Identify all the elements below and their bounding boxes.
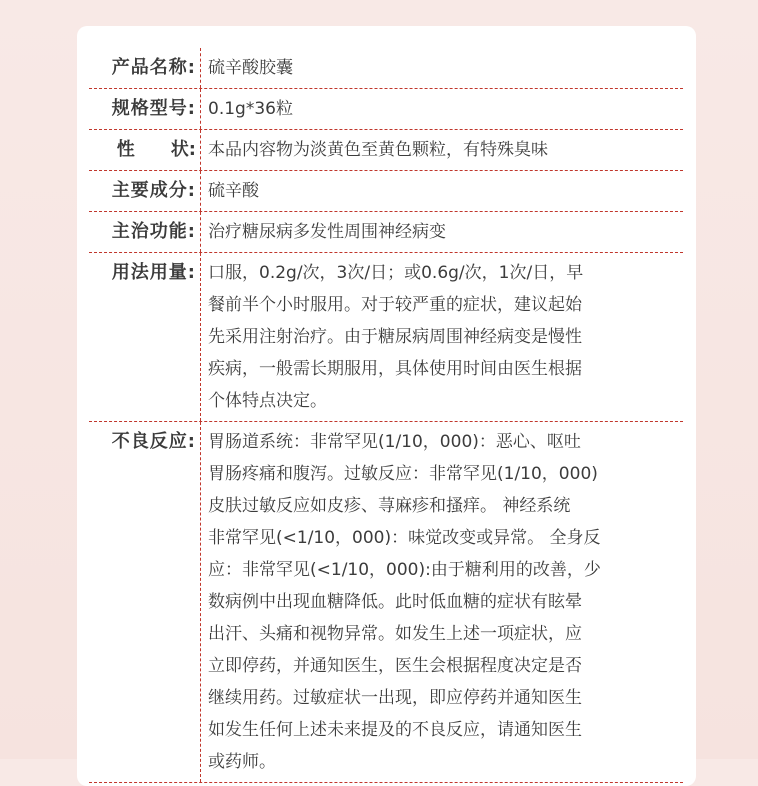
adverse-line: 或药师。 bbox=[208, 752, 276, 772]
spec-value: 0.1g*36粒 bbox=[208, 99, 293, 119]
adverse-line: 胃肠疼痛和腹泻。过敏反应：非常罕见(1/10，000) bbox=[208, 464, 598, 484]
adverse-label: 不良反应: bbox=[89, 422, 201, 782]
usage-line: 口服，0.2g/次，3次/日；或0.6g/次，1次/日，早 bbox=[208, 263, 584, 283]
row-usage bbox=[89, 253, 683, 422]
product-info-card bbox=[77, 26, 696, 786]
spec-label: 规格型号: bbox=[89, 89, 201, 129]
row-component bbox=[89, 171, 683, 212]
row-product-name bbox=[89, 48, 683, 89]
usage-line: 先采用注射治疗。由于糖尿病周围神经病变是慢性 bbox=[208, 327, 582, 347]
adverse-line: 出汗、头痛和视物异常。如发生上述一项症状，应 bbox=[208, 624, 582, 644]
adverse-value bbox=[201, 422, 683, 782]
row-function bbox=[89, 212, 683, 253]
component-label: 主要成分: bbox=[89, 171, 201, 211]
adverse-line: 数病例中出现血糖降低。此时低血糖的症状有眩晕 bbox=[208, 592, 582, 612]
function-value: 治疗糖尿病多发性周围神经病变 bbox=[208, 222, 446, 242]
adverse-line: 立即停药，并通知医生，医生会根据程度决定是否 bbox=[208, 656, 582, 676]
row-property bbox=[89, 130, 683, 171]
adverse-line: 应：非常罕见(<1/10，000):由于糖利用的改善，少 bbox=[208, 560, 601, 580]
adverse-line: 胃肠道系统：非常罕见(1/10，000)：恶心、呕吐 bbox=[208, 432, 581, 452]
row-adverse bbox=[89, 422, 683, 783]
product-info-table bbox=[89, 48, 683, 783]
function-label: 主治功能: bbox=[89, 212, 201, 252]
usage-line: 餐前半个小时服用。对于较严重的症状，建议起始 bbox=[208, 295, 582, 315]
adverse-line: 如发生任何上述未来提及的不良反应，请通知医生 bbox=[208, 720, 582, 740]
property-label: 性 状: bbox=[89, 130, 201, 170]
component-value: 硫辛酸 bbox=[208, 181, 259, 201]
adverse-line: 非常罕见(<1/10，000)：味觉改变或异常。 全身反 bbox=[208, 528, 601, 548]
usage-line: 疾病，一般需长期服用，具体使用时间由医生根据 bbox=[208, 359, 582, 379]
row-spec bbox=[89, 89, 683, 130]
adverse-line: 皮肤过敏反应如皮疹、荨麻疹和搔痒。 神经系统 bbox=[208, 496, 571, 516]
product-name-label: 产品名称: bbox=[89, 48, 201, 88]
usage-value bbox=[201, 253, 683, 421]
product-name-value: 硫辛酸胶囊 bbox=[208, 58, 293, 78]
adverse-line: 继续用药。过敏症状一出现，即应停药并通知医生 bbox=[208, 688, 582, 708]
property-value: 本品内容物为淡黄色至黄色颗粒，有特殊臭味 bbox=[208, 140, 548, 160]
usage-label: 用法用量: bbox=[89, 253, 201, 421]
usage-line: 个体特点决定。 bbox=[208, 391, 327, 411]
